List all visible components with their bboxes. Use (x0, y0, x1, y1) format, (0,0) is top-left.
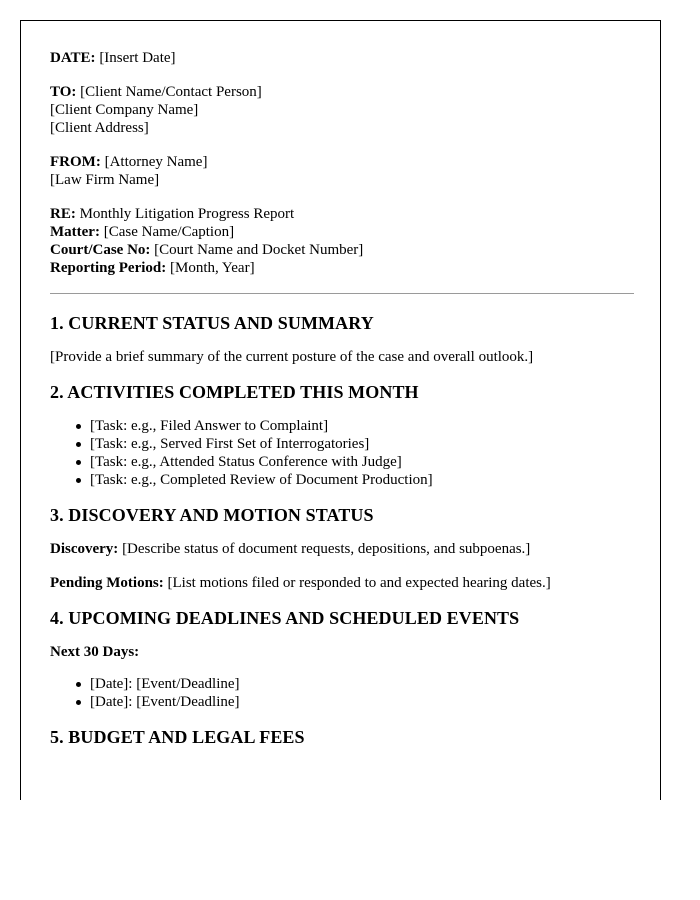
from-line: [Attorney Name] (100, 154, 208, 170)
discovery-text: [Describe status of document requests, depositions, and subpoenas.] (118, 541, 531, 557)
document-page (20, 20, 661, 800)
to-line: [Client Name/Contact Person] (76, 84, 262, 100)
list-item: [Date]: [Event/Deadline] (90, 675, 634, 693)
motions-paragraph (50, 574, 634, 592)
document-content (50, 49, 634, 748)
re-value: Monthly Litigation Progress Report (75, 206, 295, 222)
activities-list (50, 417, 634, 489)
header-divider (50, 293, 634, 294)
to-label: TO: (50, 84, 77, 100)
list-item: [Date]: [Event/Deadline] (90, 693, 634, 711)
to-block (50, 83, 634, 137)
from-line: [Law Firm Name] (50, 172, 160, 188)
to-line: [Client Company Name] (50, 102, 199, 118)
section-title-budget: 5. BUDGET AND LEGAL FEES (50, 727, 305, 747)
date-block (50, 49, 634, 67)
list-item: [Task: e.g., Filed Answer to Complaint] (90, 417, 634, 435)
next-30-days-label: Next 30 Days: (50, 644, 140, 660)
from-label: FROM: (50, 154, 101, 170)
court-label: Court/Case No: (50, 242, 151, 258)
period-value: [Month, Year] (166, 260, 255, 276)
date-value: [Insert Date] (95, 50, 176, 66)
motions-text: [List motions filed or responded to and expected hearing dates.] (163, 575, 551, 591)
to-line: [Client Address] (50, 120, 149, 136)
deadlines-list (50, 675, 634, 711)
re-block (50, 205, 634, 277)
list-item: [Task: e.g., Completed Review of Document Production] (90, 471, 634, 489)
section-title-deadlines: 4. UPCOMING DEADLINES AND SCHEDULED EVENTS (50, 608, 520, 628)
section-title-activities: 2. ACTIVITIES COMPLETED THIS MONTH (50, 382, 419, 402)
matter-label: Matter: (50, 224, 100, 240)
section-title-current-status: 1. CURRENT STATUS AND SUMMARY (50, 313, 374, 333)
discovery-paragraph (50, 540, 634, 558)
list-item: [Task: e.g., Served First Set of Interrogatories] (90, 435, 634, 453)
court-value: [Court Name and Docket Number] (150, 242, 364, 258)
motions-label: Pending Motions: (50, 575, 164, 591)
date-label: DATE: (50, 50, 96, 66)
period-label: Reporting Period: (50, 260, 167, 276)
discovery-label: Discovery: (50, 541, 119, 557)
from-block (50, 153, 634, 189)
section-title-discovery: 3. DISCOVERY AND MOTION STATUS (50, 505, 374, 525)
current-status-text: [Provide a brief summary of the current posture of the case and overall outlook.] (50, 349, 534, 365)
re-label: RE: (50, 206, 76, 222)
matter-value: [Case Name/Caption] (99, 224, 235, 240)
list-item: [Task: e.g., Attended Status Conference with Judge] (90, 453, 634, 471)
